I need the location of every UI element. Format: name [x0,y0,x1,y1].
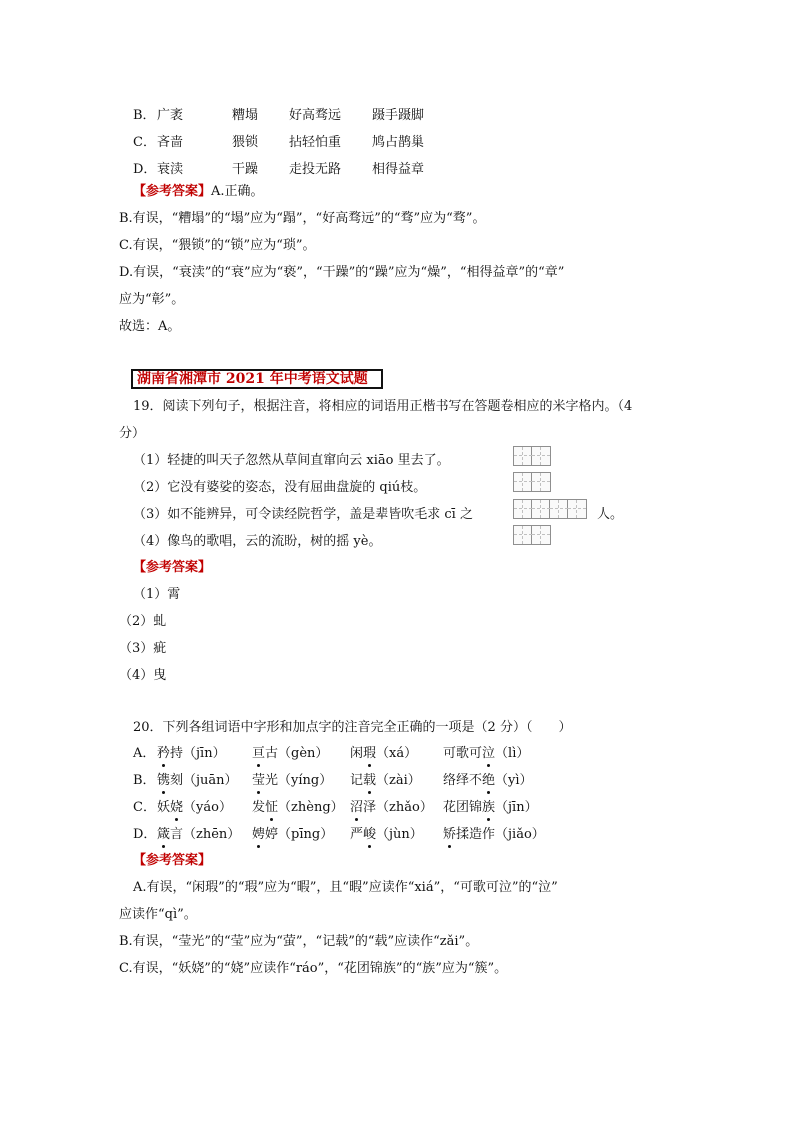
grid-cell[interactable] [514,447,532,465]
answer-grid-4[interactable] [513,525,551,545]
option-word: 好高骛远 [289,108,342,123]
dotted-char: 娆 [170,800,184,815]
answer-grid-1[interactable] [513,446,551,466]
option-word: 矫揉造作（jiǎo） [443,827,545,842]
option-letter: B． [133,773,156,788]
q18-answer-line: B.有误，“糟塌”的“塌”应为“蹋”，“好高骛远”的“骛”应为“骛”。 [119,211,486,226]
q19-item-2: （2）它没有婆娑的姿态，没有屈曲盘旋的 qiú枝。 [133,480,427,495]
dotted-char: 娉 [252,827,266,842]
option-word: 可歌可泣（lì） [443,746,530,761]
grid-cell[interactable] [532,473,550,491]
grid-cell[interactable] [532,500,550,518]
q20-answer-line: A.有误，“闲瑕”的“瑕”应为“暇”，且“暇”应读作“xiá”，“可歌可泣”的“泣” [133,880,558,895]
section-title: 湖南省湘潭市 2021 年中考语文试题 [137,371,368,387]
option-word: 拈轻怕重 [289,135,342,150]
option-word: 闲瑕（xá） [350,746,418,761]
option-word: 鸠占鹊巢 [372,135,425,150]
option-letter: C． [133,800,156,815]
option-word: 蹑手蹑脚 [372,108,425,123]
dotted-char: 箴 [157,827,171,842]
q20-answer-line: C.有误，“妖娆”的“娆”应读作“ráo”，“花团锦族”的“族”应为“簇”。 [119,961,508,976]
grid-cell[interactable] [568,500,586,518]
grid-cell[interactable] [514,473,532,491]
q18-answer-line: C.有误，“猥锁”的“锁”应为“琐”。 [119,238,316,253]
option-word: 干躁 [232,162,259,177]
dotted-char: 绝 [482,773,496,788]
option-word: 走投无路 [289,162,342,177]
option-letter: C． [133,135,156,150]
answer-label: 【参考答案】 [133,184,212,199]
q19-item-3: （3）如不能辨异，可令读经院哲学，盖是辈皆吹毛求 cī 之 [133,507,473,522]
q20-answer-line: B.有误，“莹光”的“莹”应为“萤”，“记载”的“载”应读作“zǎi”。 [119,934,479,949]
grid-cell[interactable] [514,526,532,544]
grid-cell[interactable] [550,500,568,518]
q18-answer-first [133,183,264,201]
dotted-char: 镌 [157,773,171,788]
option-word: 衰渎 [157,162,184,177]
q19-item-4: （4）像鸟的歌唱，云的流盼，树的摇 yè。 [133,534,382,549]
option-word: 糟塌 [232,108,259,123]
dotted-char: 沼 [350,800,364,815]
answer-grid-2[interactable] [513,472,551,492]
option-word: 发怔（zhèng） [252,800,344,815]
q19-answer-label: 【参考答案】 [133,560,212,575]
dotted-char: 载 [363,773,377,788]
option-word: 妖娆（yáo） [157,800,232,815]
q19-stem-cont: 分） [119,426,146,441]
option-word: 亘古（gèn） [252,746,329,761]
option-word: 箴言（zhēn） [157,827,241,842]
option-word: 记载（zài） [350,773,421,788]
q20-stem: 20．下列各组词语中字形和加点字的注音完全正确的一项是（2 分）（ ） [133,720,572,735]
q19-item-1: （1）轻捷的叫天子忽然从草间直窜向云 xiāo 里去了。 [133,453,450,468]
option-word: 镌刻（juān） [157,773,238,788]
q19-answer: （4）曳 [119,668,167,683]
q20-answer-line: 应读作“qì”。 [119,907,197,922]
dotted-char: 莹 [252,773,266,788]
grid-cell[interactable] [532,447,550,465]
grid-cell[interactable] [532,526,550,544]
option-word: 娉婷（pīng） [252,827,334,842]
option-word: 络绎不绝（yì） [443,773,533,788]
option-word: 花团锦族（jīn） [443,800,538,815]
option-letter: D． [133,827,157,842]
dotted-char: 峻 [363,827,377,842]
q19-answer: （1）霄 [133,587,181,602]
option-letter: B． [133,108,156,123]
dotted-char: 泣 [482,746,496,761]
dotted-char: 矜 [157,746,171,761]
q19-item-3-tail: 人。 [597,507,624,522]
option-word: 广袤 [157,108,184,123]
q18-answer-line: 应为“彰”。 [119,292,185,307]
q20-answer-label: 【参考答案】 [133,853,212,868]
option-word: 相得益章 [372,162,425,177]
dotted-char: 怔 [265,800,279,815]
q18-answer-line: 故选：A。 [119,319,181,334]
option-word: 猥锁 [232,135,259,150]
option-word: 吝啬 [157,135,184,150]
option-letter: A． [133,746,156,761]
dotted-char: 亘 [252,746,266,761]
q19-answer: （2）虬 [119,614,167,629]
option-word: 莹光（yíng） [252,773,333,788]
dotted-char: 矫 [443,827,457,842]
dotted-char: 族 [482,800,496,815]
q19-answer: （3）疵 [119,641,167,656]
q19-stem: 19．阅读下列句子，根据注音，将相应的词语用正楷书写在答题卷相应的米字格内。（4 [133,399,633,414]
option-word: 矜持（jīn） [157,746,226,761]
option-letter: D． [133,162,157,177]
option-word: 严峻（jùn） [350,827,423,842]
answer-grid-3[interactable] [513,499,587,519]
q18-answer-line: D.有误，“衰渎”的“衰”应为“亵”，“干躁”的“躁”应为“燥”，“相得益章”的“章” [119,265,565,280]
section-title-box [131,369,383,389]
option-word: 沼泽（zhǎo） [350,800,433,815]
dotted-char: 瑕 [363,746,377,761]
grid-cell[interactable] [514,500,532,518]
answer-text: A.正确。 [211,184,264,199]
